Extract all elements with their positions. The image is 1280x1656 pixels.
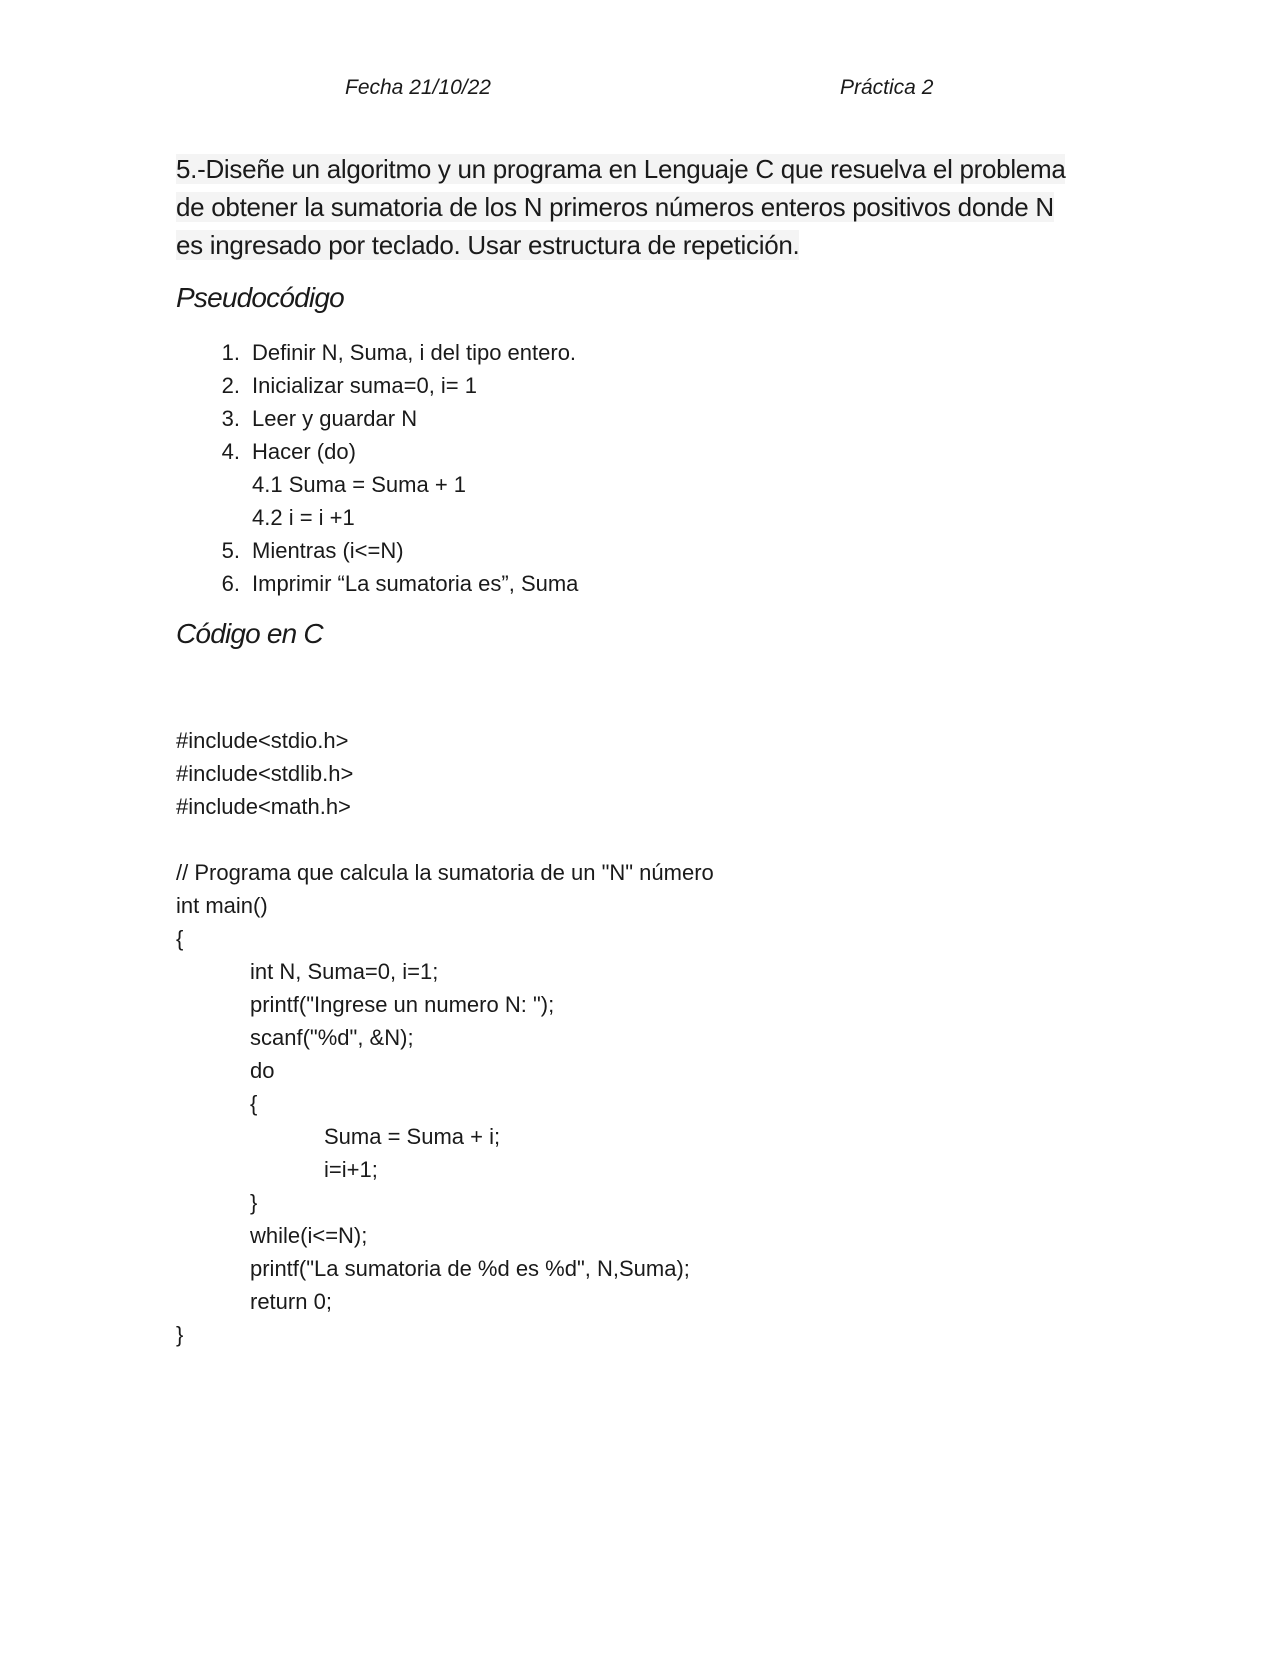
step-number: 4. bbox=[221, 439, 240, 464]
step-text: Inicializar suma=0, i= 1 bbox=[252, 373, 477, 398]
statement-line: es ingresado por teclado. Usar estructura de repetición. bbox=[176, 230, 800, 260]
step-text: Imprimir “La sumatoria es”, Suma bbox=[252, 571, 579, 596]
code-line: #include<math.h> bbox=[176, 794, 351, 819]
code-line: i=i+1; bbox=[324, 1157, 378, 1182]
code-line: return 0; bbox=[250, 1289, 332, 1314]
statement-line: 5.-Diseñe un algoritmo y un programa en Lenguaje C que resuelva el problema bbox=[176, 154, 1066, 184]
code-line: #include<stdio.h> bbox=[176, 728, 349, 753]
code-block bbox=[176, 724, 714, 1351]
pseudocode-title: Pseudocódigo bbox=[176, 282, 344, 313]
step-text: Mientras (i<=N) bbox=[252, 538, 404, 563]
statement-line: de obtener la sumatoria de los N primeros números enteros positivos donde N bbox=[176, 192, 1054, 222]
step-text: Definir N, Suma, i del tipo entero. bbox=[252, 340, 577, 365]
code-line: #include<stdlib.h> bbox=[176, 761, 354, 786]
code-line: while(i<=N); bbox=[250, 1223, 368, 1248]
step-number: 6. bbox=[221, 571, 240, 596]
code-line: scanf("%d", &N); bbox=[250, 1025, 414, 1050]
step-number: 2. bbox=[221, 373, 240, 398]
code-line: // Programa que calcula la sumatoria de un "N" número bbox=[176, 860, 714, 885]
code-line: int main() bbox=[176, 893, 268, 918]
step-text: Hacer (do) bbox=[252, 439, 356, 464]
code-line: } bbox=[250, 1190, 258, 1215]
code-line: printf("Ingrese un numero N: "); bbox=[250, 992, 555, 1017]
code-line: { bbox=[176, 926, 184, 951]
header-practice: Práctica 2 bbox=[840, 76, 934, 99]
code-line: int N, Suma=0, i=1; bbox=[250, 959, 439, 984]
code-line: Suma = Suma + i; bbox=[324, 1124, 501, 1149]
step-number: 5. bbox=[221, 538, 240, 563]
step-number: 1. bbox=[221, 340, 240, 365]
code-line: do bbox=[250, 1058, 275, 1083]
step-text: 4.2 i = i +1 bbox=[252, 505, 355, 530]
step-number: 3. bbox=[221, 406, 240, 431]
code-line: printf("La sumatoria de %d es %d", N,Suma); bbox=[250, 1256, 690, 1281]
code-line: } bbox=[176, 1322, 184, 1347]
code-title: Código en C bbox=[176, 618, 323, 649]
step-text: 4.1 Suma = Suma + 1 bbox=[252, 472, 467, 497]
header-date: Fecha 21/10/22 bbox=[345, 76, 491, 99]
problem-statement bbox=[176, 150, 1106, 264]
code-line: { bbox=[250, 1091, 258, 1116]
code-line bbox=[176, 823, 714, 856]
step-text: Leer y guardar N bbox=[252, 406, 418, 431]
